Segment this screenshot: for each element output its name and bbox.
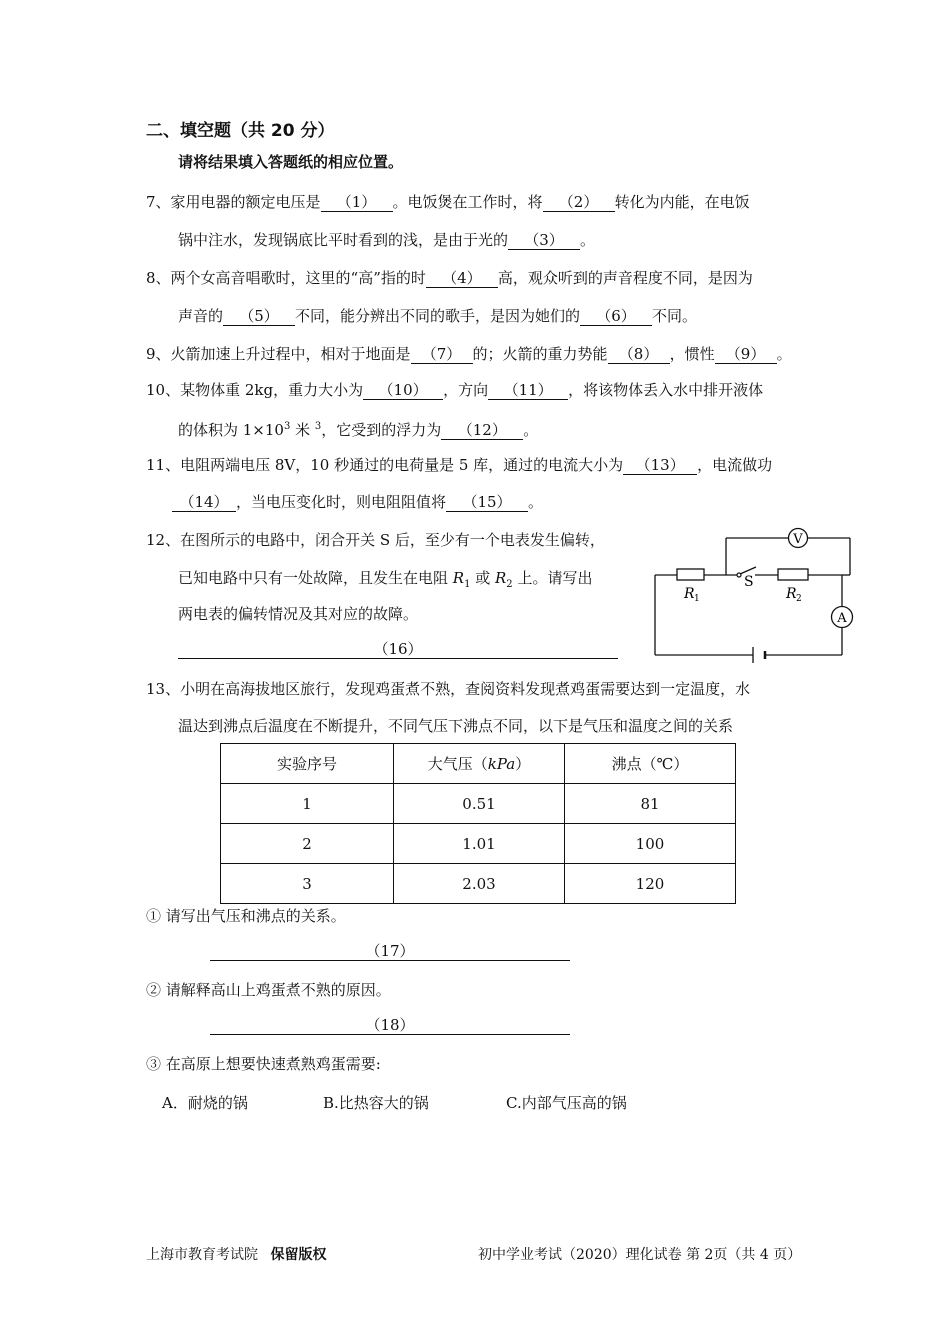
question-12-line-1: 12、在图所示的电路中，闭合开关 S 后，至少有一个电表发生偏转，: [146, 531, 605, 549]
q10-text: ，方向: [443, 381, 489, 399]
blank-10: （10）: [363, 381, 443, 400]
q10-text: 的体积为 1×10: [178, 421, 284, 439]
question-11-line-1: [146, 455, 772, 475]
q12-text: 或: [470, 569, 495, 587]
question-9: [146, 344, 792, 364]
blank-7: （7）: [411, 345, 473, 364]
q8-text: 高，观众听到的声音程度不同，是因为: [497, 269, 753, 287]
table-cell: 0.51: [394, 784, 565, 824]
q11-text: ，电流做功: [697, 456, 773, 474]
table-header: 实验序号: [221, 744, 394, 784]
voltmeter-label: V: [793, 532, 803, 547]
sub-question-1: ① 请写出气压和沸点的关系。: [146, 907, 346, 925]
question-13-line-2: 温达到沸点后温度在不断提升，不同气压下沸点不同，以下是气压和温度之间的关系: [178, 717, 734, 735]
r2-diagram-label: R: [786, 586, 797, 602]
table-cell: 1.01: [394, 824, 565, 864]
switch-lever: [740, 567, 756, 574]
r2-subscript: 2: [506, 579, 513, 590]
question-10-line-1: [146, 380, 763, 400]
footer-org: 上海市教育考试院: [146, 1247, 258, 1263]
section-instruction: 请将结果填入答题纸的相应位置。: [178, 153, 404, 171]
ammeter-label: A: [837, 611, 847, 626]
table-cell: 120: [565, 864, 736, 904]
table-cell: 2: [221, 824, 394, 864]
blank-8: （8）: [608, 345, 670, 364]
question-12-line-2: [178, 568, 592, 595]
q10-text: ，将该物体丢入水中排开液体: [568, 381, 764, 399]
q7-text: 转化为内能，在电饭: [614, 193, 750, 211]
question-8-line-1: [146, 268, 753, 288]
question-10-line-2: [178, 417, 538, 440]
table-row: [221, 784, 736, 824]
option-c: C.内部气压高的锅: [506, 1094, 627, 1112]
table-cell: 81: [565, 784, 736, 824]
answer-line-17: （17）: [210, 942, 570, 961]
q8-text: 8、两个女高音唱歌时，这里的“高”指的时: [146, 269, 426, 287]
q8-text: 不同，能分辨出不同的歌手，是因为她们的: [295, 307, 581, 325]
answer-line-18: （18）: [210, 1016, 570, 1035]
blank-3: （3）: [508, 231, 580, 250]
table-row: [221, 824, 736, 864]
table-cell: 1: [221, 784, 394, 824]
blank-13: （13）: [623, 456, 697, 475]
question-7-line-2: [178, 230, 595, 250]
blank-6: （6）: [580, 307, 652, 326]
blank-11: （11）: [488, 381, 568, 400]
q7-text: 。: [580, 231, 596, 249]
table-cell: 3: [221, 864, 394, 904]
question-8-line-2: [178, 306, 697, 326]
table-header-row: [221, 744, 736, 784]
table-cell: 100: [565, 824, 736, 864]
q9-text: 9、火箭加速上升过程中，相对于地面是: [146, 345, 411, 363]
q8-text: 不同。: [652, 307, 698, 325]
blank-5: （5）: [223, 307, 295, 326]
blank-12: （12）: [441, 421, 523, 440]
blank-9: （9）: [715, 345, 777, 364]
q10-text: ，它受到的浮力为: [321, 421, 442, 439]
r1-subscript: 1: [464, 579, 471, 590]
q7-text: 锅中注水，发现锅底比平时看到的浅，是由于光的: [178, 231, 509, 249]
boiling-point-table: [220, 743, 736, 904]
resistor-r2: [778, 569, 808, 580]
q11-text: 。: [528, 493, 544, 511]
question-11-line-2: [172, 492, 543, 512]
section-title: 二、填空题（共 20 分）: [146, 121, 335, 141]
answer-line-16: （16）: [178, 640, 618, 659]
q10-text: 米: [290, 421, 315, 439]
footer-left: [146, 1245, 326, 1265]
header-text: ）: [515, 755, 531, 773]
q9-text: 的；火箭的重力势能: [472, 345, 608, 363]
option-b: B.比热容大的锅: [323, 1094, 429, 1112]
r2-diagram-sub: 2: [796, 594, 802, 604]
sub-question-3: ③ 在高原上想要快速煮熟鸡蛋需要:: [146, 1055, 381, 1073]
question-13-line-1: 13、小明在高海拔地区旅行，发现鸡蛋煮不熟，查阅资料发现煮鸡蛋需要达到一定温度，水: [146, 680, 751, 698]
blank-14: （14）: [172, 493, 236, 512]
q12-text: 上。请写出: [512, 569, 593, 587]
q11-text: ，当电压变化时，则电阻阻值将: [236, 493, 447, 511]
table-row: [221, 864, 736, 904]
r1-diagram-sub: 1: [694, 594, 700, 604]
r1-diagram-label: R: [684, 586, 695, 602]
exponent: 3: [314, 421, 322, 432]
table-cell: 2.03: [394, 864, 565, 904]
footer-right: 初中学业考试（2020）理化试卷 第 2页（共 4 页）: [478, 1247, 802, 1263]
q11-text: 11、电阻两端电压 8V，10 秒通过的电荷量是 5 库，通过的电流大小为: [146, 456, 624, 474]
q7-text: 7、家用电器的额定电压是: [146, 193, 321, 211]
option-a: A．耐烧的锅: [162, 1094, 248, 1112]
circuit-diagram: [640, 520, 860, 670]
r2-label: R: [495, 569, 507, 587]
q8-text: 声音的: [178, 307, 224, 325]
q10-text: 。: [523, 421, 539, 439]
footer-rights: 保留版权: [270, 1247, 327, 1263]
q9-text: 。: [776, 345, 792, 363]
q9-text: ，惯性: [669, 345, 715, 363]
blank-2: （2）: [543, 193, 615, 212]
table-header: [394, 744, 565, 784]
resistor-r1: [677, 569, 704, 580]
header-unit: kPa: [487, 755, 516, 773]
blank-4: （4）: [426, 269, 498, 288]
switch-label: S: [744, 574, 754, 590]
sub-question-2: ② 请解释高山上鸡蛋煮不熟的原因。: [146, 981, 391, 999]
question-7-line-1: [146, 192, 750, 212]
q12-text: 已知电路中只有一处故障，且发生在电阻: [178, 569, 453, 587]
question-12-line-3: 两电表的偏转情况及其对应的故障。: [178, 605, 419, 623]
blank-15: （15）: [446, 493, 528, 512]
q7-text: 。电饭煲在工作时，将: [392, 193, 543, 211]
blank-1: （1）: [321, 193, 393, 212]
exponent: 3: [283, 421, 291, 432]
header-text: 大气压（: [427, 755, 488, 773]
table-header: 沸点（℃）: [565, 744, 736, 784]
q10-text: 10、某物体重 2kg，重力大小为: [146, 381, 364, 399]
r1-label: R: [452, 569, 465, 587]
